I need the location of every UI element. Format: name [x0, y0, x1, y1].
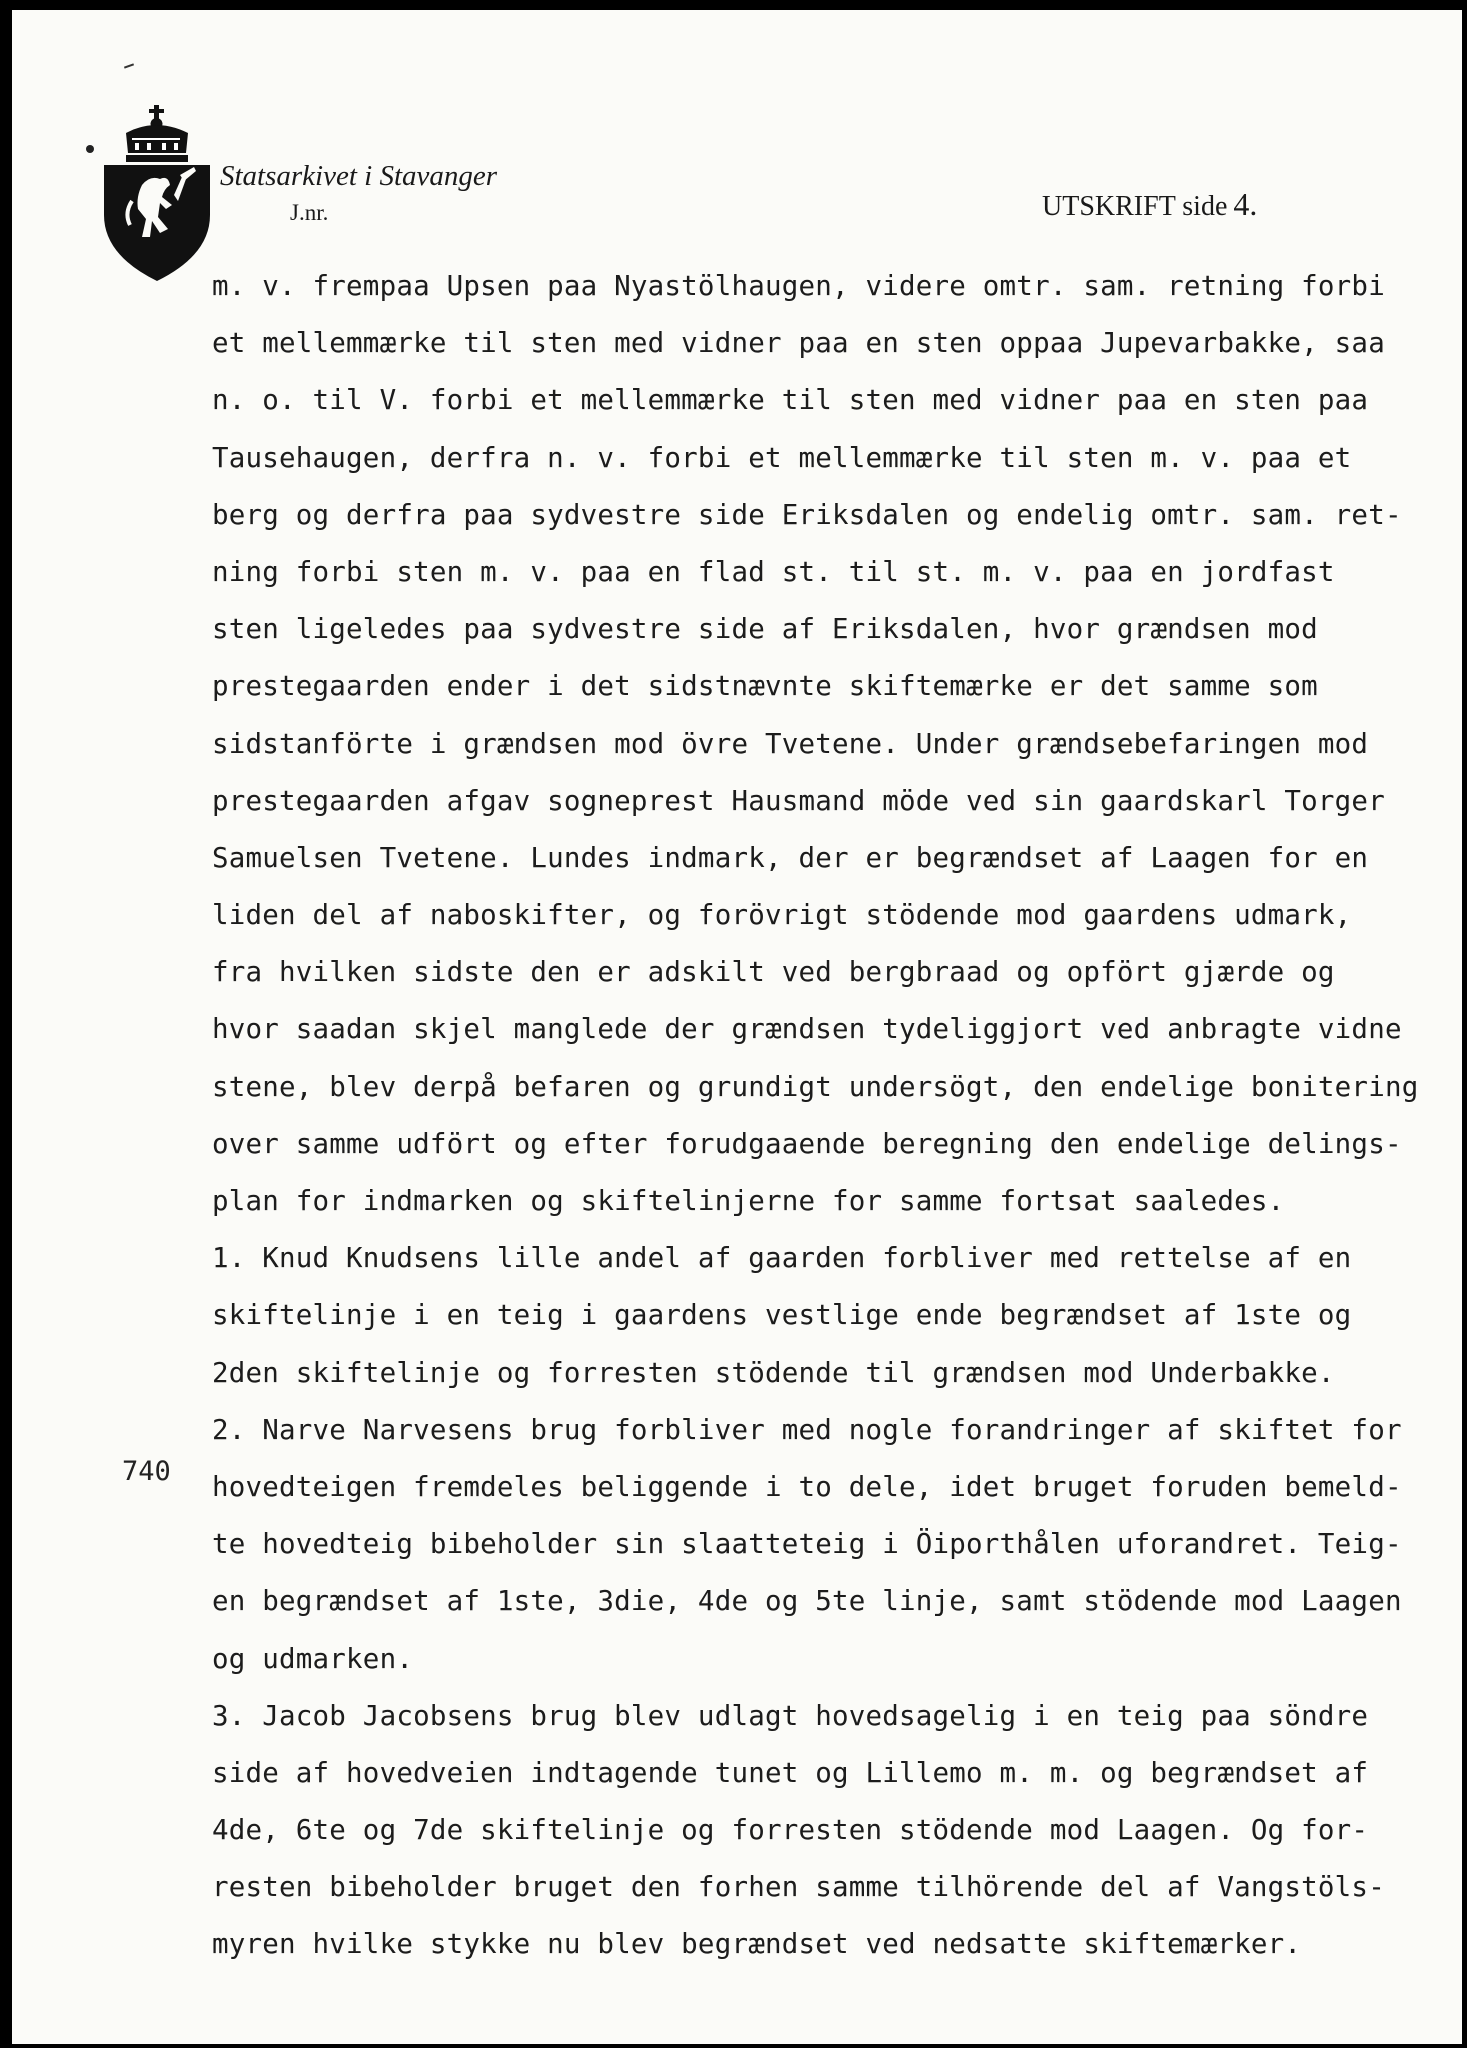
text-line: et mellemmærke til sten med vidner paa en sten oppaa Jupevarbakke, saa [212, 327, 1385, 360]
text-line: sidstanförte i grændsen mod övre Tvetene. Under grændsebefaringen mod [212, 727, 1369, 760]
archive-name: Statsarkivet i Stavanger [220, 160, 498, 192]
text-line: Samuelsen Tvetene. Lundes indmark, der er begrændset af Laagen for en [212, 841, 1369, 874]
text-line: side af hovedveien indtagende tunet og Lillemo m. m. og begrændset af [212, 1756, 1369, 1789]
text-line: ning forbi sten m. v. paa en flad st. til st. m. v. paa en jordfast [212, 555, 1335, 588]
text-line: plan for indmarken og skiftelinjerne for samme fortsat saaledes. [212, 1185, 1285, 1217]
margin-note: 740 [122, 1456, 171, 1487]
text-line: resten bibeholder bruget den forhen samme tilhörende del af Vangstöls- [212, 1871, 1385, 1904]
text-line: skiftelinje i en teig i gaardens vestlige ende begrændset af 1ste og [212, 1299, 1352, 1332]
text-line: en begrændset af 1ste, 3die, 4de og 5te linje, samt stödende mod Laagen [212, 1585, 1402, 1618]
text-line: 2. Narve Narvesens brug forbliver med nogle forandringer af skiftet for [212, 1413, 1402, 1446]
text-line: myren hvilke stykke nu blev begrændset ved nedsatte skiftemærker. [212, 1928, 1302, 1961]
document-page [12, 10, 1462, 2044]
text-line: hvor saadan skjel manglede der grændsen tydeliggjort ved anbragte vidne [212, 1013, 1402, 1046]
punch-mark [86, 145, 94, 153]
page-number: 4. [1233, 186, 1258, 222]
text-line: prestegaarden ender i det sidstnævnte skiftemærke er det samme som [212, 670, 1318, 703]
page-header [1042, 186, 1257, 223]
text-line: liden del af naboskifter, og forövrigt stödende mod gaardens udmark, [212, 899, 1352, 932]
ink-mark [124, 63, 134, 68]
text-line: m. v. frempaa Upsen paa Nyastölhaugen, videre omtr. sam. retning forbi [212, 270, 1385, 302]
journal-number-label: J.nr. [290, 200, 329, 225]
text-line: fra hvilken sidste den er adskilt ved bergbraad og opfört gjærde og [212, 956, 1335, 989]
text-line: 4de, 6te og 7de skiftelinje og forresten stödende mod Laagen. Og for- [212, 1814, 1369, 1847]
text-line: 3. Jacob Jacobsens brug blev udlagt hovedsagelig i en teig paa söndre [212, 1699, 1369, 1732]
text-line: Tausehaugen, derfra n. v. forbi et mellemmærke til sten m. v. paa et [212, 441, 1352, 474]
text-line: berg og derfra paa sydvestre side Eriksdalen og endelig omtr. sam. ret- [212, 498, 1402, 531]
text-line: te hovedteig bibeholder sin slaatteteig i Öiporthålen uforandret. Teig- [212, 1528, 1402, 1561]
document-body [212, 258, 1432, 1974]
text-line: og udmarken. [212, 1642, 414, 1675]
utskrift-label: UTSKRIFT side [1042, 191, 1228, 222]
text-line: 1. Knud Knudsens lille andel af gaarden forbliver med rettelse af en [212, 1242, 1352, 1275]
text-line: hovedteigen fremdeles beliggende i to dele, idet bruget foruden bemeld- [212, 1470, 1402, 1503]
text-line: n. o. til V. forbi et mellemmærke til sten med vidner paa en sten paa [212, 384, 1369, 417]
text-line: over samme udfört og efter forudgaaende beregning den endelige delings- [212, 1127, 1402, 1160]
text-line: stene, blev derpå befaren og grundigt undersögt, den endelige bonitering [212, 1070, 1419, 1103]
norwegian-coat-of-arms-logo [102, 105, 212, 283]
text-line: prestegaarden afgav sogneprest Hausmand möde ved sin gaardskarl Torger [212, 784, 1385, 817]
text-line: sten ligeledes paa sydvestre side af Eriksdalen, hvor grændsen mod [212, 613, 1318, 646]
text-line: 2den skiftelinje og forresten stödende til grændsen mod Underbakke. [212, 1356, 1335, 1389]
